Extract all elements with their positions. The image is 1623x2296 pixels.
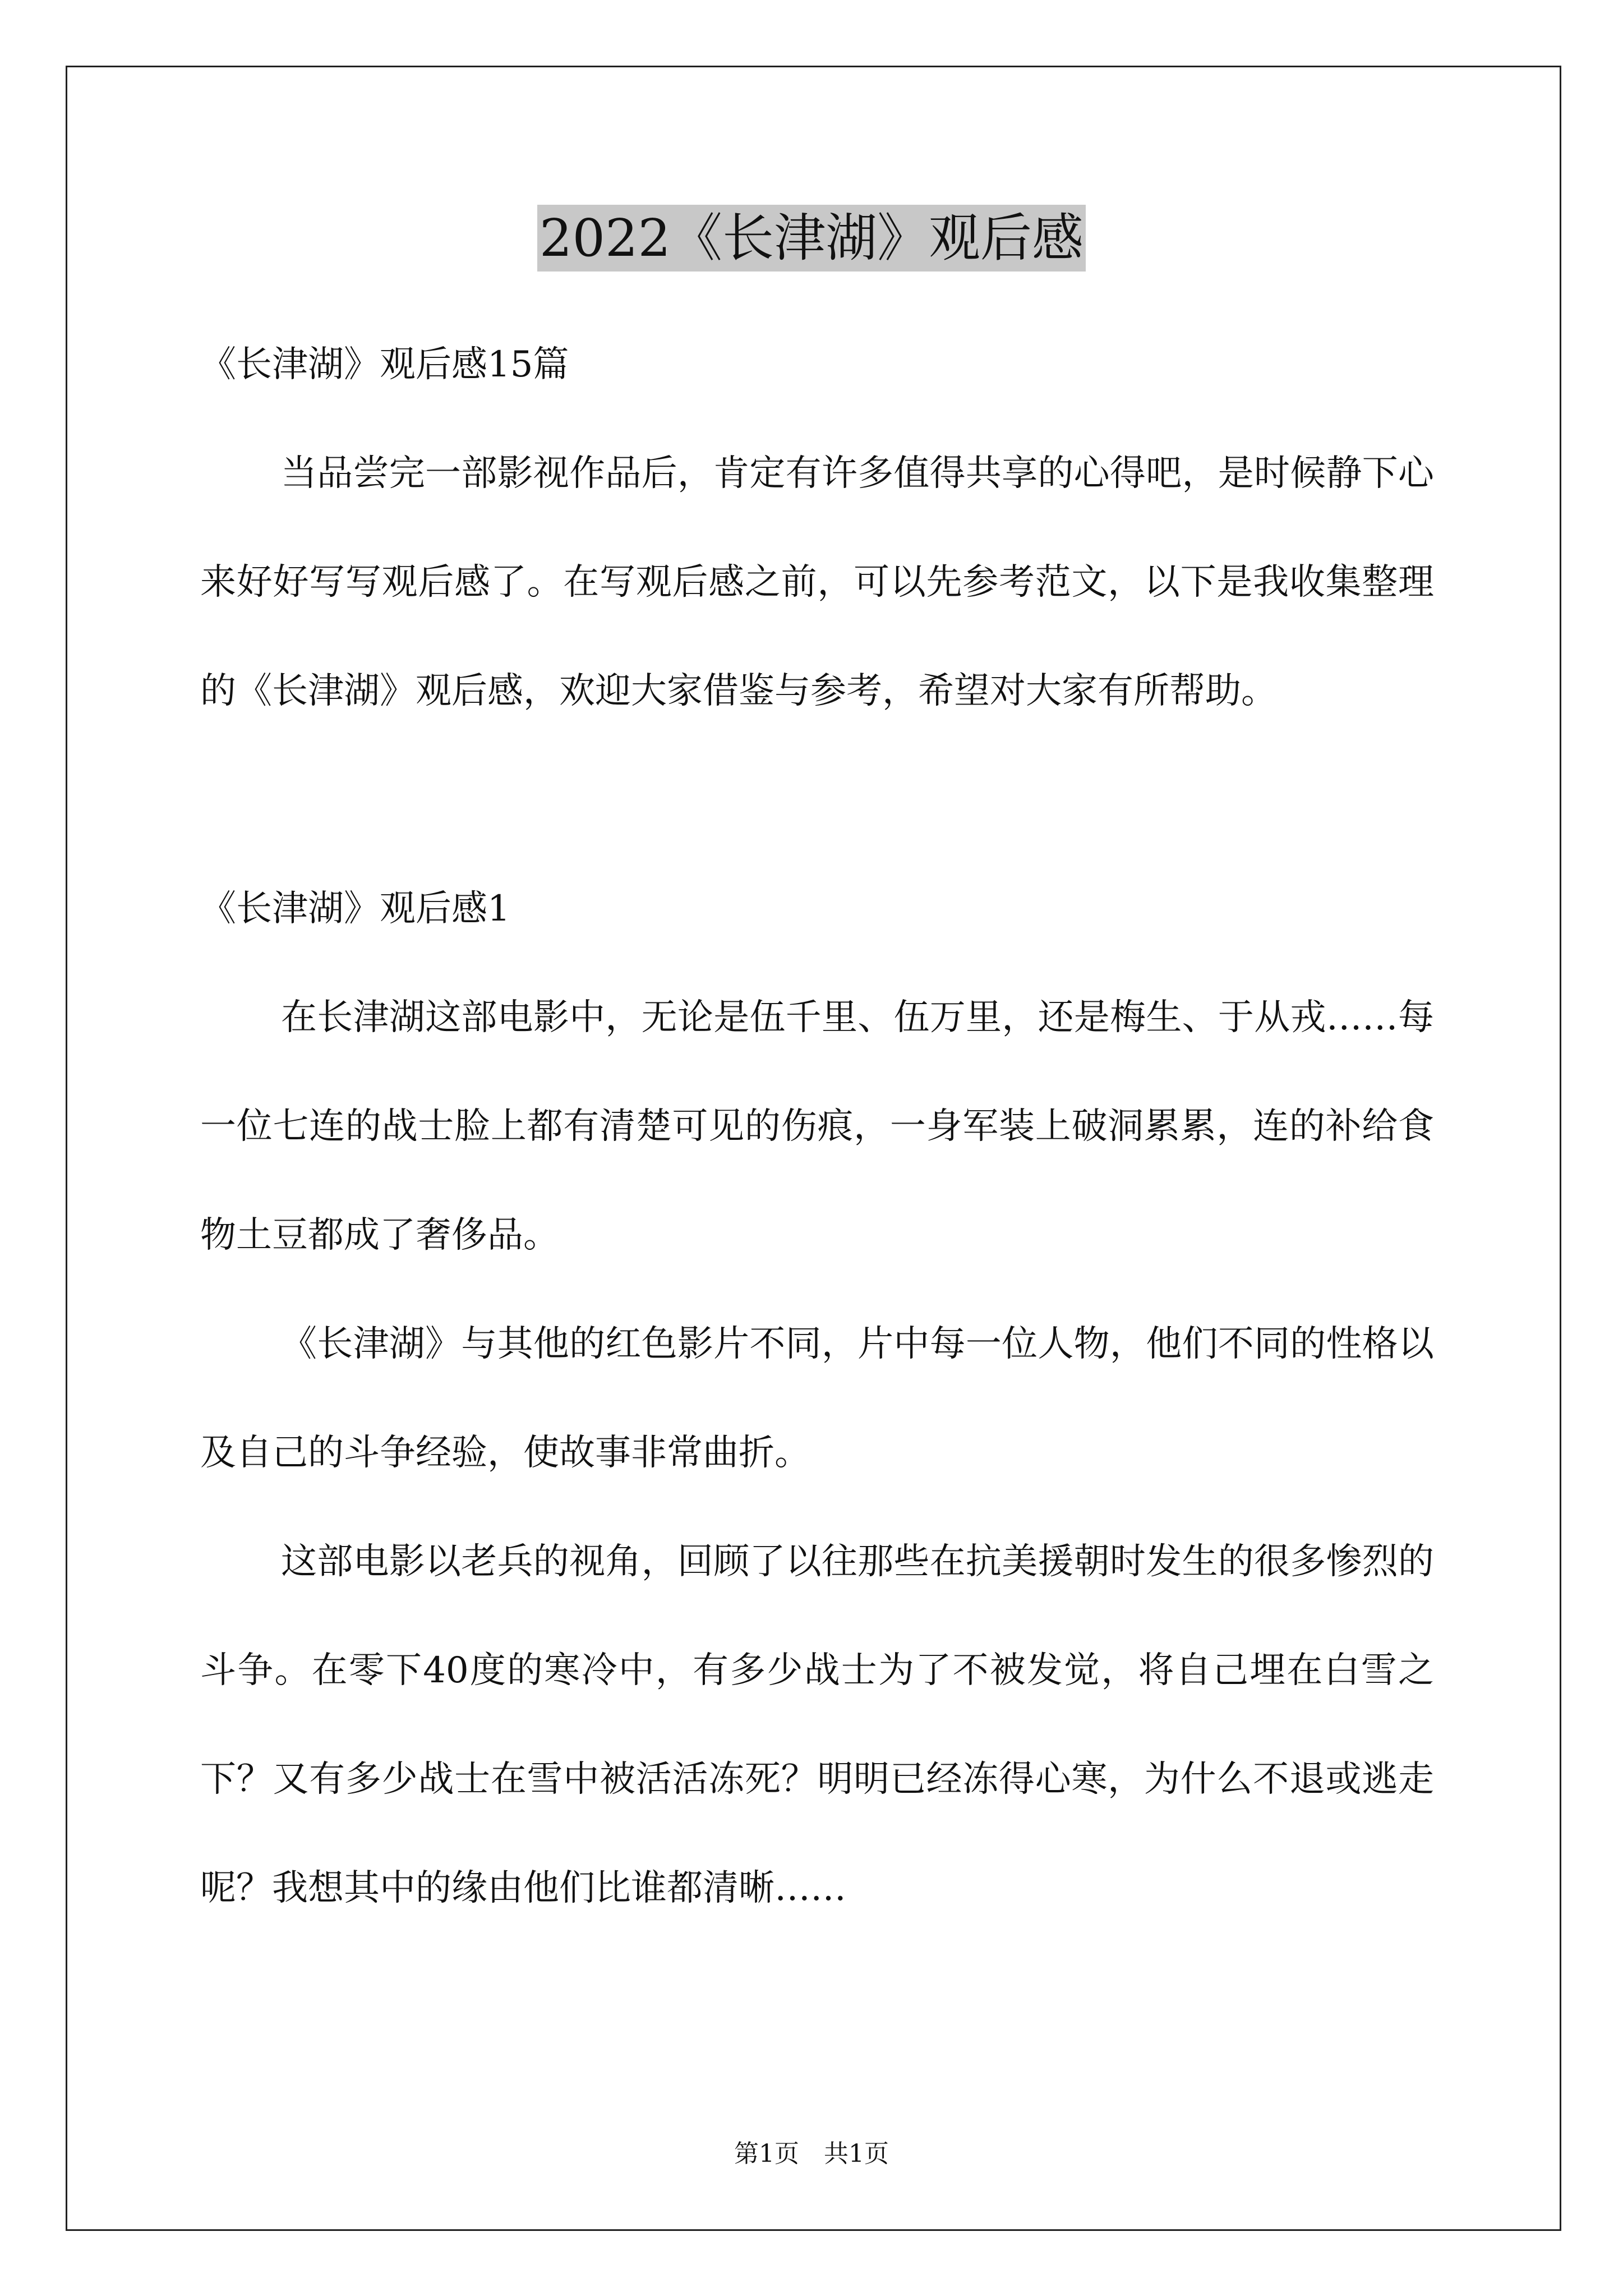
section-spacer bbox=[200, 746, 1434, 854]
body-paragraph: 在长津湖这部电影中，无论是伍千里、伍万里，还是梅生、于从戎……每一位七连的战士脸上都有清楚可见的伤痕，一身军装上破洞累累，连的补给食物土豆都成了奢侈品。 bbox=[200, 997, 1434, 1256]
document-body bbox=[200, 310, 1434, 1943]
body-paragraph: 这部电影以老兵的视角，回顾了以往那些在抗美援朝时发生的很多惨烈的斗争。在零下40度的寒冷中，有多少战士为了不被发觉，将自己埋在白雪之下？又有多少战士在雪中被活活冻死？明明已经冻得心寒，为什么不退或逃走呢？我想其中的缘由他们比谁都清晰…… bbox=[200, 1541, 1434, 1909]
body-paragraph: 《长津湖》与其他的红色影片不同，片中每一位人物，他们不同的性格以及自己的斗争经验，使故事非常曲折。 bbox=[200, 1323, 1434, 1474]
section-heading: 《长津湖》观后感1 bbox=[200, 888, 510, 930]
document-title-text: 2022《长津湖》观后感 bbox=[537, 205, 1086, 272]
document-title bbox=[0, 202, 1623, 275]
intro-paragraph: 当品尝完一部影视作品后，肯定有许多值得共享的心得吧，是时候静下心来好好写写观后感了。在写观后感之前，可以先参考范文，以下是我收集整理的《长津湖》观后感，欢迎大家借鉴与参考，希望对大家有所帮助。 bbox=[200, 453, 1434, 712]
page-number-footer: 第1页 共1页 bbox=[734, 2139, 889, 2168]
document-subtitle: 《长津湖》观后感15篇 bbox=[200, 344, 569, 385]
